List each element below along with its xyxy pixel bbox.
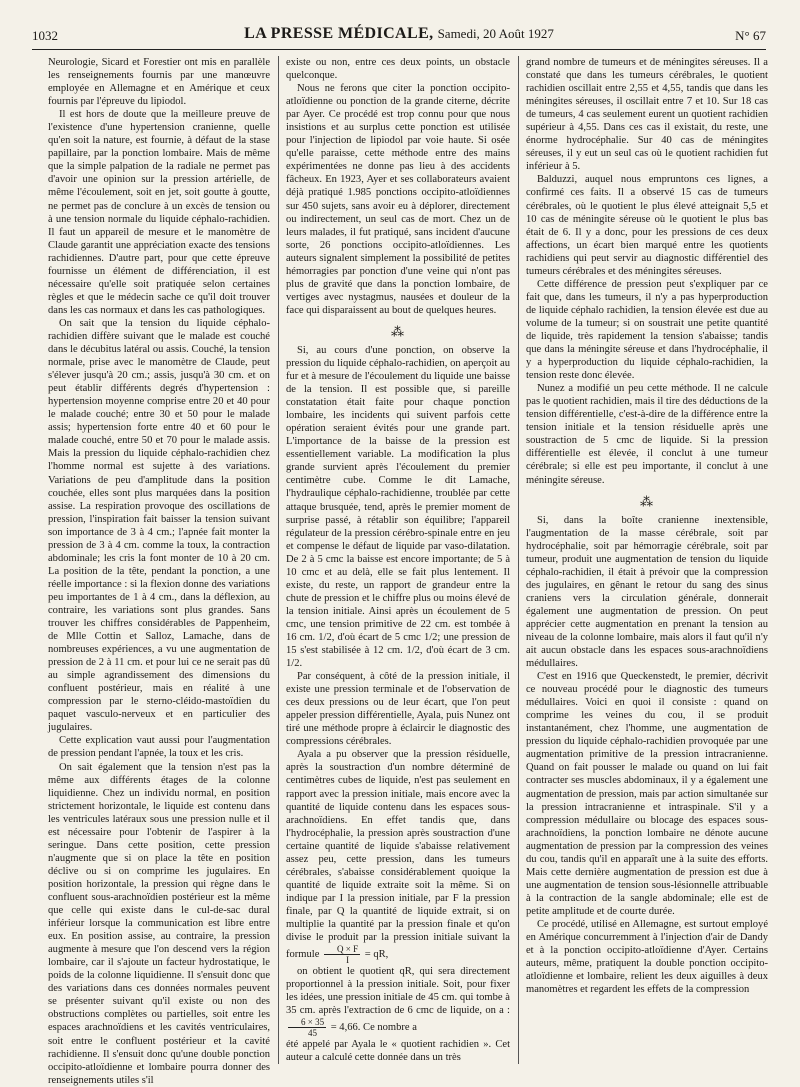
text-column-2	[286, 56, 510, 1068]
paragraph: Si, dans la boîte cranienne inextensible, l'augmentation de la masse cérébrale, soit par hydrocéphalie, soit par hémorragie cérébrale, soit par tumeur, produit une augmentation de tension du liquide céphalo-rachidien, il était à prévoir que la compression des jugulaires, en gênant le retour du sang des sinus craniens vers la circulation générale, donnerait également une augmentation de pression. On peut apprécier cette augmentation en prenant la tension au niveau de la colonne lombaire, mais alors il faut qu'il n'y ait aucun obstacle dans les espaces sous-arachnoïdiens médullaires.	[526, 514, 768, 670]
column-divider-2	[518, 56, 519, 1064]
formula-result: = 4,66. Ce nombre a	[330, 1022, 417, 1034]
section-separator-stars: ⁂	[391, 323, 405, 339]
formula-numerator: Q × F	[324, 944, 360, 955]
formula-denominator: 45	[308, 1028, 318, 1039]
paragraph: Si, au cours d'une ponction, on observe la pression du liquide céphalo-rachidien, on aperçoit au fur et à mesure de l'écoulement du liquide une baisse de la tension. Il est possible que, si pareille constatation était faite pour chaque ponction lombaire, les incidents qui suivent parfois cette opération seraient évités pour une grande part. L'importance de la baisse de la pression est essentiellement variable. La modification la plus grande survient après l'écoulement du premier centimètre cube. Comme le dit Lamache, l'hydraulique céphalo-rachidienne, troublée par cette attaque brusquée, tend, après le premier moment de surprise passé, à rétablir son équilibre; l'appareil régulateur de la pression cérébro-spinale entre en jeu et compense le défaut de liquide par vaso-dilatation. De 2 à 5 cmc la baisse est encore importante; de 5 à 10 cmc et au delà, elle se fait plus lentement. Il existe, du reste, un rapport de grandeur entre la chute de pression et le chiffre plus ou moins élevé de la tension initiale. Ainsi après un écoulement de 5 cmc, une tension primitive de 22 cm. est tombée à 16 cm. 1/2, d'où écart de 5 cmc 1/2; une pression de 15 s'est stabilisée à 12 cm. 1/2, d'où écart de 3 cm. 1/2.	[286, 344, 510, 670]
paragraph: Cette explication vaut aussi pour l'augmentation de pression pendant l'apnée, la toux et les cris.	[48, 735, 270, 760]
paragraph-with-formula	[286, 965, 510, 1038]
paragraph: grand nombre de tumeurs et de méningites séreuses. Il a constaté que dans les tumeurs cérébrales, le quotient rachidien oscillait entre 2,55 et 4,55, tandis que dans les méningites séreuses, il oscillait entre 7 et 10. Sur 18 cas de tumeurs, 4 cas seulement eurent un quotient rachidien supérieur à 4,55. Dans ces cas il existait, du reste, une énorme hydrocéphalie. Sur 40 cas de méningites séreuses, il y eut un seul cas où le quotient rachidien fut inférieur à 5.	[526, 57, 768, 173]
formula-result: = qR,	[364, 949, 389, 961]
formula-fraction	[324, 944, 360, 965]
section-separator-stars: ⁂	[640, 493, 654, 509]
paragraph: Cette différence de pression peut s'expliquer par ce fait que, dans les tumeurs, il n'y a pas hyperproduction de liquide céphalo rachidien, la tension élevée est due au volume de la tumeur; si on soustrait une petite quantité de liquide, très rapidement la tension s'abaisse; tandis que dans la méningite séreuse et dans l'hydrocéphalie, il y a hyperproduction du liquide céphalo-rachidien, la tension reste donc élevée.	[526, 278, 768, 382]
paragraph: Nunez a modifié un peu cette méthode. Il ne calcule pas le quotient rachidien, mais il tire des déductions de la tension différentielle, c'est-à-dire de la différence entre la tension initiale et la tension résiduelle après une soustraction de 5 cmc de liquide. Si la pression différentielle est élevée, il conclut à une tumeur cérébrale; si elle est peu importante, il conclut à une méningite séreuse.	[526, 383, 768, 486]
formula-lead-text: Ayala a pu observer que la pression résiduelle, après la soustraction d'un nombre déterminé de centimètres cubes de liquide, n'est pas seulement en rapport avec la pression initiale, mais encore avec la quantité de liquide contenu dans les espaces sous-arachnoïdiens. En effet tandis que, dans l'hydrocéphalie, la pression après soustraction d'une certaine quantité de liquide s'abaisse relativement assez peu, cette pression, dans les tumeurs cérébrales, s'abaisse considérablement quoique la quantité de liquide extraite soit la même. Si on indique par I la pression initiale, par F la pression finale, par Q la quantité de liquide extrait, si on multiplie la quantité par la pression finale et qu'on divise le produit par la pression initiale suivant la formule	[286, 749, 510, 961]
page-header	[32, 22, 766, 46]
paragraph: Il est hors de doute que la meilleure preuve de l'existence d'une hypertension cranienne, quelle qu'en soit la nature, est fournie, à défaut de la stase papillaire, par la ponction lombaire. Mais de même que la simple palpation de la radiale ne permet pas d'avoir une opinion sur la pression artérielle, de même l'écoulement, soit en jet, soit goutte à goutte, ne permet pas de conclure à un excès de tension ou à une tension normale du liquide céphalo-rachidien. Il faut un appareil de mesure et le manomètre de Claude garantit une appréciation exacte des tensions rachidiennes. D'autre part, pour que cette épreuve fournisse un élément de différenciation, il est nécessaire qu'elle soit pratiquée selon certaines règles et que le médecin sache ce qu'il doit trouver dans les cas normaux et dans les cas pathologiques.	[48, 109, 270, 316]
paragraph: Nous ne ferons que citer la ponction occipito-atloïdienne ou ponction de la grande citerne, décrite par Ayer. Ce procédé est trop connu pour que nous insistions et au surplus cette ponction est utilisée pour l'injection de lipiodol par voie haute. Si osée qu'elle paraisse, cette méthode entre des mains expérimentées ne donne pas lieu à des accidents fâcheux. En 1923, Ayer et ses collaborateurs avaient déjà pratiqué 1.985 ponctions occipito-atloïdiennes sur 450 sujets, sans avoir eu à déplorer, directement ou indirectement, un seul cas de mort. Chez un de leurs malades, il fut pratiqué, sans incident d'aucune sorte, 26 ponctions occipito-atloïdiennes. Les auteurs signalent simplement la possibilité de petites hémorragies par ponction d'une veine qui n'ont pas plus de gravité que dans la ponction lombaire, de vertiges avec nystagmus, nausées et douleur de la face qui disparaissent au bout de quelques heures.	[286, 83, 510, 316]
paragraph: Par conséquent, à côté de la pression initiale, il existe une pression terminale et de l'observation de ces deux pressions ou de leur écart, que l'on peut appeler pression différentielle, Ayala, puis Nunez ont tiré une méthode propre à éclaircir le diagnostic des compressions cérébrales.	[286, 671, 510, 748]
column-divider-1	[278, 56, 279, 1064]
paragraph: On sait que la tension du liquide céphalo-rachidien diffère suivant que le malade est couché dans le décubitus latéral ou assis. Couché, la tension normale, prise avec le manomètre de Claude, peut s'élever jusqu'à 20 cm.; assis, jusqu'à 30 cm. et on peut établir différents degrés d'hypertension : hypertension moyenne comprise entre 20 et 40 pour le malade couché; entre 30 et 50 pour le malade assis; hypertension forte entre 40 et 60 pour le malade couché, entre 50 et 70 pour le malade assis. Mais la pression du liquide céphalo-rachidien chez l'homme normal est sujette à des variations. Variations de peu d'amplitude dans la position couchée, elles sont plus marquées dans la position assise. La respiration provoque des oscillations de pression, l'inspiration fait baisser la tension suivant son importance de 3 à 4 cm.; l'apnée fait monter la pression de 3 à 4 cm. comme la toux, la contraction abdominale; les cris la font monter de 10 à 20 cm. La position de la tête, pendant la ponction, a une réelle importance : si la flexion donne des variations peu importantes de 1 à 4 cm., dans la déflexion, au contraire, les variations sont plus grandes. Sans trouver les chiffres considérables de Pappenheim, de Mlle Cottin et Salloz, Lamache, dans de nombreuses expériences, a vu une augmentation de pression de 2 à 11 cm. et pour lui ce ne serait pas dû au simple agrandissement des dimensions du confluent postérieur, mais en réalité à une compression par le sterno-cléido-mastoïdien du paquet vasculo-nerveux et en particulier des jugulaires.	[48, 317, 270, 734]
paragraph: été appelé par Ayala le « quotient rachidien ». Cet auteur a calculé cette donnée dans un très	[286, 1039, 510, 1064]
formula-lead-text: on obtient le quotient qR, qui sera directement proportionnel à la pression initiale. Soit, pour fixer les idées, une pression initiale de 45 cm. qui tombe à 35 cm. après l'extraction de 6 cmc de liquide, on a :	[286, 966, 510, 1017]
paragraph: C'est en 1916 que Queckenstedt, le premier, décrivit ce nouveau procédé pour le diagnostic des tumeurs médullaires. Voici en quoi il consiste : quand on comprime les veines du cou, il se produit instantanément, chez l'homme, une augmentation de pression du liquide céphalo-rachidien provoquée par une augmentation primitive de la pression intracranienne. Quand on fait pousser le malade ou quand on lui fait contracter ses muscles abdominaux, il y a également une augmentation de pression, mais par action simultanée sur la pression intracranienne et intraspinale. S'il y a compression médullaire ou blocage des espaces sous-arachnoïdiens, la ponction lombaire ne dénote aucune augmentation de pression par la compression des veines du cou, tandis qu'il en apparaît une à la suite des efforts. Mais cette dernière augmentation de pression est due à une augmentation de tension sous-lésionnelle attribuable à la contraction de la sangle abdominale; elle est de petite amplitude et de courte durée.	[526, 671, 768, 917]
running-title	[32, 25, 766, 43]
formula-numerator: 6 × 35	[288, 1017, 326, 1028]
paragraph-with-formula	[286, 748, 510, 965]
journal-title: LA PRESSE MÉDICALE,	[244, 25, 434, 42]
text-column-3	[526, 56, 768, 1068]
paragraph: Balduzzi, auquel nous empruntons ces lignes, a confirmé ces faits. Il a observé 15 cas de tumeurs cérébrales, où le quotient le plus élevé atteignait 5,5 et 10 cas de méningite séreuse où le quotient le plus bas était de 6. Il y a donc, pour les pressions de ces deux affections, un écart bien marqué entre les quotients rachidiens qui peut servir au diagnostic différentiel des tumeurs cérébrales et des méningites séreuses.	[526, 174, 768, 277]
text-column-1	[48, 56, 270, 1086]
paragraph: Ce procédé, utilisé en Allemagne, est surtout employé en Amérique concurremment à l'injection d'air de Dandy et à la ponction occipito-atloïdienne d'Ayer. Certains auteurs, même, pratiquent la double ponction occipito-atloïdienne et lombaire, relient les deux aiguilles à deux manomètres et regardent les effets de la compression	[526, 919, 768, 996]
issue-number: N° 67	[735, 28, 766, 43]
header-rule	[32, 49, 766, 50]
page-number: 1032	[32, 28, 58, 43]
paragraph: On sait également que la tension n'est pas la même aux différents étages de la colonne liquidienne. Chez un individu normal, en position strictement horizontale, le liquide est contenu dans les ventricules latéraux sous une pression nulle et il est nécessaire pour l'obtenir de l'aspirer à la seringue. Dans cette position, cette pression n'augmente que si on place la tête en position déclive ou si on comprime les jugulaires. En position horizontale, la pression qui règne dans le confluent sous-arachnoïdien postérieur est la même que celle qui existe dans le cul-de-sac dural inférieur lorsque la communication est libre entre eux. En position assise, au contraire, la pression augmente à mesure que l'on descend vers la région lombaire, car il s'ajoute un facteur hydrostatique, le poids de la colonne liquidienne. Il s'ensuit donc que des variations dans ces données normales peuvent se présenter suivant qu'il existe ou non des obstructions complètes ou partielles, soit entre les espaces arachnoïdiens et les cavités ventriculaires, soit entre le confluent postérieur et la cavité rachidienne. Il s'ensuit donc qu'une double ponction occipito-atloïdienne et lombaire pourra donner des renseignements utiles s'il	[48, 761, 270, 1086]
issue-date: Samedi, 20 Août 1927	[437, 26, 554, 41]
formula-denominator: I	[346, 955, 350, 966]
formula-fraction	[288, 1017, 326, 1038]
paragraph: Neurologie, Sicard et Forestier ont mis en parallèle les renseignements fournis par une manœuvre employée en Allemagne et en Amérique et ceux fournis par l'épreuve du lipiodol.	[48, 57, 270, 108]
paragraph: existe ou non, entre ces deux points, un obstacle quelconque.	[286, 57, 510, 82]
